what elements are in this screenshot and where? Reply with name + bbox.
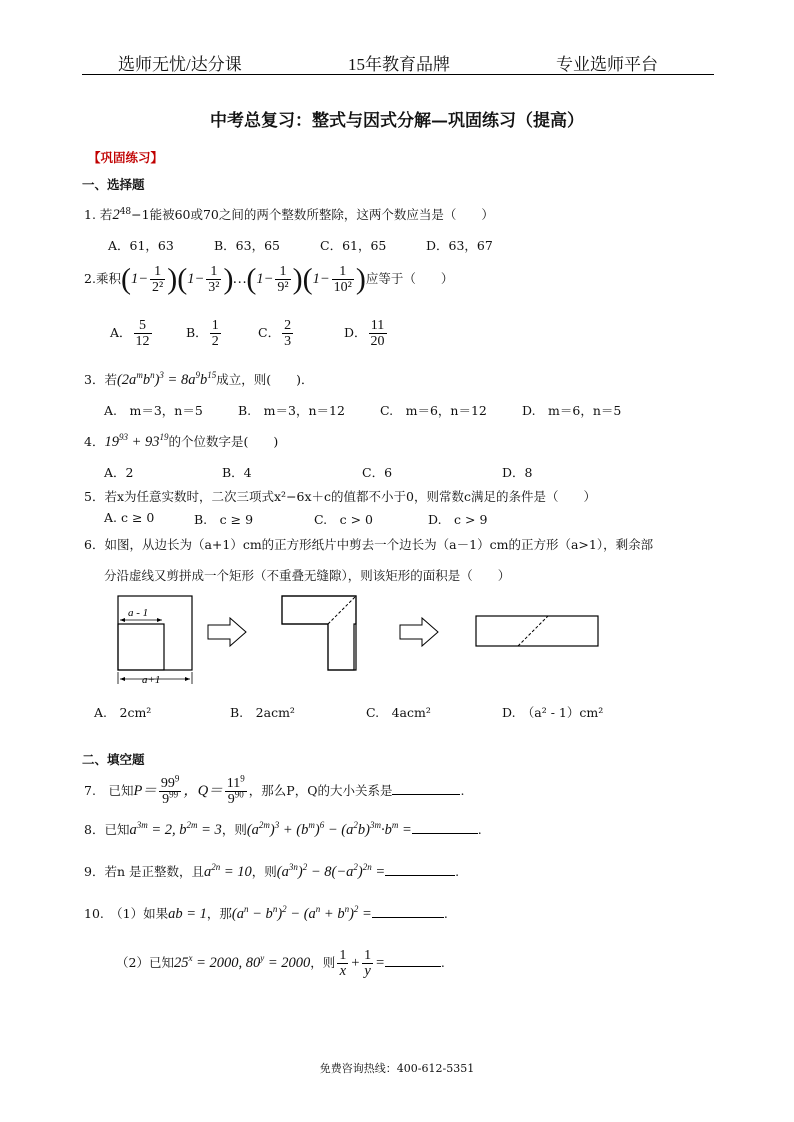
footer-hotline: 免费咨询热线：400-612-5351: [319, 1062, 475, 1075]
q2-text: 应等于（ ）: [365, 271, 454, 286]
section-tag: 【巩固练习】: [88, 150, 164, 165]
q6-option-d: D. （a² - 1）cm²: [502, 705, 604, 720]
question-6-line2: 分沿虚线又剪拼成一个矩形（不重叠无缝隙），则该矩形的面积是（ ）: [104, 568, 511, 583]
q2-number: 2.: [84, 271, 96, 286]
q7-text: ，那么P，Q的大小关系是: [248, 783, 393, 798]
q1-option-c: C．61，65: [320, 238, 387, 253]
q2-f4-den: 10²: [333, 280, 352, 295]
header-center: 15年教育品牌: [348, 55, 450, 74]
question-5: [84, 487, 596, 505]
q10-end-2: .: [440, 955, 445, 970]
q2-d-num: 11: [369, 318, 387, 334]
q6-option-b: B. 2acm²: [230, 705, 295, 720]
q10-part2-text: （2）已知: [116, 955, 174, 970]
q9-end: .: [455, 864, 460, 879]
q10-1-answer-blank[interactable]: [372, 905, 444, 918]
q9-answer-blank[interactable]: [385, 863, 455, 876]
q1-option-d: D．63，67: [426, 238, 493, 253]
q2-c-letter: C．: [258, 325, 281, 340]
arrow-icon: [208, 618, 246, 646]
q2-c-num: 2: [284, 318, 292, 333]
q2-f3-den: 9²: [277, 280, 289, 295]
cut-square: [118, 624, 164, 670]
q3-option-a: A. m＝3，n＝5: [104, 403, 203, 418]
question-1: [84, 205, 494, 224]
q2-b-den: 2: [211, 334, 219, 349]
page-title: 中考总复习：整式与因式分解—巩固练习（提高）: [210, 111, 584, 131]
label-a-minus-1: a - 1: [128, 607, 149, 619]
q7-answer-blank[interactable]: [392, 782, 460, 795]
q2-option-d: [344, 318, 389, 349]
q6-option-a: A. 2cm²: [94, 705, 152, 720]
q2-f1-den: 2²: [152, 280, 164, 295]
q2-a-num: 5: [134, 318, 152, 334]
q2-option-c: [258, 318, 295, 349]
q3-pre: 若: [104, 372, 117, 387]
q1-base: 2: [112, 207, 120, 223]
q3-number: 3．: [84, 372, 105, 387]
q2-f1-num: 1: [150, 264, 165, 280]
q10-part1-text: （1）如果: [116, 906, 169, 921]
q2-b-letter: B．: [186, 325, 208, 340]
q1-number: 1.: [84, 207, 96, 222]
q1-option-a: A．61，63: [108, 238, 174, 253]
question-3: 3．若$(2a^mb^n)^3 = 8a^9b^{15}$成立，则( )．: [84, 370, 314, 388]
header-right: 专业选师平台: [556, 55, 658, 74]
q5-option-c: C. c > 0: [314, 512, 373, 527]
q8-number: 8．: [84, 822, 105, 837]
q6-text-1: 如图，从边长为（a+1）cm的正方形纸片中剪去一个边长为（a－1）cm的正方形（a>1），剩余部: [104, 537, 654, 552]
q7-number: 7.: [84, 783, 96, 798]
q6-number: 6．: [84, 537, 105, 552]
part-2-heading: 二、填空题: [82, 752, 145, 767]
q6-option-c: C. 4acm²: [366, 705, 431, 720]
q8-end: .: [477, 822, 482, 837]
q10-number: 10.: [84, 906, 104, 921]
question-10-part1: 10. （1）如果ab = 1，那$(a^n - b^n)^2 - (a^n + b^n)^2$ = .: [84, 904, 448, 922]
q2-c-den: 3: [284, 334, 292, 349]
q1-pre: 若: [99, 207, 113, 222]
q5-option-b: B. c ≥ 9: [194, 512, 254, 527]
result-rectangle: [476, 616, 598, 646]
question-8: 8．已知$a^{3m} = 2$, $b^{2m} = 3$，则$(a^{2m})^3 + (b^m)^6 - (a^2b)^{3m}\cdot b^m$ = .: [84, 820, 482, 838]
q4-option-b: B．4: [222, 465, 252, 480]
q10-2-answer-blank[interactable]: [385, 954, 441, 967]
q7-end: .: [460, 783, 465, 798]
q5-option-a: A. c ≥ 0: [104, 510, 155, 525]
question-4: 4．$19^{93} + 93^{19}$的个位数字是( ): [84, 432, 279, 450]
header-rule: [82, 74, 714, 75]
q3-option-c: C. m＝6，n＝12: [380, 403, 487, 418]
q6-figure: [100, 592, 610, 692]
q2-d-den: 20: [370, 334, 385, 349]
q3-text: 成立，则( )．: [216, 372, 314, 387]
q4-text: 的个位数字是( ): [168, 434, 279, 449]
q2-b-num: 1: [211, 318, 219, 333]
q4-option-d: D．8: [502, 465, 533, 480]
q2-option-b: [186, 318, 223, 349]
q2-f2-num: 1: [206, 264, 221, 280]
q2-d-letter: D．: [344, 325, 367, 340]
q3-option-d: D. m＝6，n＝5: [522, 403, 622, 418]
q8-answer-blank[interactable]: [412, 821, 478, 834]
q2-a-letter: A．: [110, 325, 132, 340]
question-9: 9．若n 是正整数，且$a^{2n} = 10$，则$(a^{3n})^2 - 8(-a^2)^{2n}$ = .: [84, 862, 460, 880]
q1-exponent: 48: [119, 206, 132, 217]
q2-f2-den: 3²: [208, 280, 220, 295]
label-a-plus-1: a+1: [142, 674, 161, 686]
q1-text: −1能被60或70之间的两个整数所整除，这两个数应当是（ ）: [131, 207, 494, 222]
arrow-icon: [400, 618, 438, 646]
q4-option-c: C．6: [362, 465, 393, 480]
q5-number: 5．: [84, 489, 105, 504]
l-shape: [282, 596, 356, 670]
q2-f4-num: 1: [332, 264, 354, 280]
q5-option-d: D. c > 9: [428, 512, 488, 527]
header-left: 选师无忧/达分课: [118, 55, 242, 74]
q1-option-b: B．63，65: [214, 238, 280, 253]
q9-text: 若n 是正整数，且: [104, 864, 204, 879]
q4-option-a: A．2: [104, 465, 134, 480]
q2-a-den: 12: [135, 334, 150, 349]
question-6-line1: [84, 535, 653, 553]
q3-option-b: B. m＝3，n＝12: [238, 403, 345, 418]
q2-f3-num: 1: [275, 264, 290, 280]
part-1-heading: 一、选择题: [82, 177, 145, 192]
question-2: 2.乘积(1− $\frac{1}{\text{2²}}$ )(1− $\frac{1}{\text{3²}}$ )…(1− $\frac{1}{\text{9²}}$ )(1− $\frac{1}{\text{10²}}$ )应等于（ ）: [84, 262, 454, 296]
q8-text: 已知: [104, 822, 130, 837]
q10-end-1: .: [443, 906, 448, 921]
question-7: 7. 已知P＝ $\frac{99^9}{9^{99}}$ ，Q＝ $\frac{11^9}{9^{90}}$ ，那么P，Q的大小关系是 .: [84, 773, 465, 807]
q9-number: 9．: [84, 864, 105, 879]
question-10-part2: （2）已知$25^x = 2000$, $80^y = 2000$，则 $\frac{1}{x}$ + $\frac{1}{y}$ = .: [116, 948, 445, 979]
q2-option-a: [110, 318, 154, 349]
q4-number: 4．: [84, 434, 105, 449]
q2-pre: 乘积: [95, 271, 121, 286]
q5-text: 若x为任意实数时，二次三项式x²−6x＋c的值都不小于0，则常数c满足的条件是（ ）: [104, 489, 596, 504]
